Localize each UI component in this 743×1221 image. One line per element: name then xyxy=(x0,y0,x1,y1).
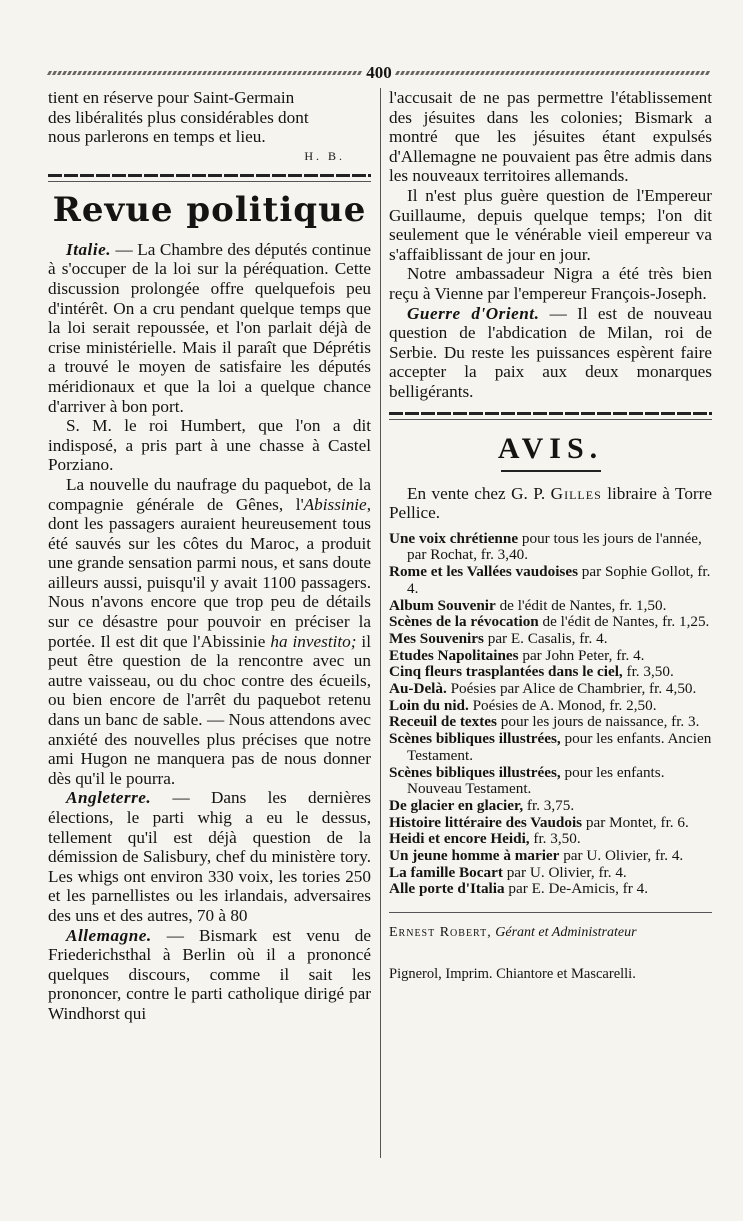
bookseller-name: Gilles xyxy=(550,483,602,503)
paragraph-empereur: Il n'est plus guère question de l'Empereur Guillaume, depuis quelque temps; l'on dit seulement que le vénérable vieil empereur va s'affaiblissant de jour en jour. xyxy=(389,185,712,264)
book-item: Album Souvenir de l'édit de Nantes, fr. 1,50. xyxy=(389,596,667,614)
gerant-name: Ernest Robert, xyxy=(389,925,492,941)
paragraph-italie-2: S. M. le roi Humbert, que l'on a dit indisposé, a pris part à une chasse à Castel Porziano. xyxy=(48,416,371,475)
book-item: Un jeune homme à marier par U. Olivier, fr. 4. xyxy=(389,847,684,865)
paragraph-italie-1: Italie. — La Chambre des députés continue à s'occuper de la loi sur la péréquation. Cette discussion prolongée offre quelquefois peu d'intérêt. On a cru pendant quelque temps que la loi serait repoussée, et l'on parlait déjà de crise ministérielle. Mais il paraît que Déprétis a trouvé le moyen de satisfaire les députés méridionaux et que la loi a quelque chance d'arriver à bon port. xyxy=(48,239,371,416)
book-item: Etudes Napolitaines par John Peter, fr. 4. xyxy=(389,646,645,664)
right-column xyxy=(389,88,712,984)
left-column xyxy=(48,88,371,1024)
book-item: Scènes bibliques illustrées, pour les enfants. Nouveau Testament. xyxy=(389,763,665,798)
country-label: Guerre d'Orient. xyxy=(407,303,540,323)
book-item: Heidi et encore Heidi, fr. 3,50. xyxy=(389,830,581,848)
paragraph-italie-3: La nouvelle du naufrage du paquebot, de la compagnie générale de Gênes, l'Abissinie, dont les passagers auraient heureusement tous été sauvés sur les côtes du Maroc, a produit une grande sensation parmi nous, et sans doute ailleurs aussi, puisqu'il y avait 1100 passagers. Nous n'avons encore que trop peu de détails sur ce désastre pour pouvoir en préciser la portée. Il est dit que l'Abissinie ha investito; il peut être question de la rencontre avec un autre vaisseau, ou du choc contre des écueils, ou bien encore de l'arrêt du paquebot retenu dans un banc de sable. — Nous attendons avec anxiété des nouvelles plus précises que notre ami Hugon ne manquera pas de nous donner dès qu'il le pourra. xyxy=(48,474,371,788)
book-item: Loin du nid. Poésies de A. Monod, fr. 2,50. xyxy=(389,696,657,714)
gerant-line xyxy=(389,923,712,943)
book-item: Scènes de la révocation de l'édit de Nantes, fr. 1,25. xyxy=(389,613,710,631)
book-item: Mes Souvenirs par E. Casalis, fr. 4. xyxy=(389,629,608,647)
book-item: La famille Bocart par U. Olivier, fr. 4. xyxy=(389,863,627,881)
book-item: Cinq fleurs trasplantées dans le ciel, fr. 3,50. xyxy=(389,663,674,681)
book-item: Alle porte d'Italia par E. De-Amicis, fr 4. xyxy=(389,880,648,898)
paragraph-angleterre: Angleterre. — Dans les dernières élections, le parti whig a eu le dessus, tellement qu'il est déjà question de la démission de Salisbury, chef du ministère tory. Les whigs ont environ 330 voix, les tories 250 et les parnellistes ou les irlandais, adversaires des uns et des autres, 70 à 80 xyxy=(48,788,371,925)
country-label: Allemagne. xyxy=(66,925,152,945)
page-header xyxy=(48,62,710,84)
intro-line: nous parlerons en temps et lieu. xyxy=(48,127,266,147)
avis-intro: En vente chez G. P. Gilles libraire à Torre Pellice. xyxy=(389,483,712,523)
avis-title: AVIS. xyxy=(497,431,604,465)
book-item: Histoire littéraire des Vaudois par Montet, fr. 6. xyxy=(389,813,689,831)
paragraph-orient: Guerre d'Orient. — Il est de nouveau question de l'abdication de Milan, roi de Serbie. Du reste les puissances espèrent faire accepter la paix aux deux monarques belligérants. xyxy=(389,303,712,401)
section-rule-thin xyxy=(48,181,371,182)
column-divider xyxy=(380,88,381,1158)
book-item: Receuil de textes pour les jours de naissance, fr. 3. xyxy=(389,713,700,731)
section-rule xyxy=(48,174,371,177)
section-title: Revue politique xyxy=(52,189,367,230)
book-item: Rome et les Vallées vaudoises par Sophie Gollot, fr. 4. xyxy=(389,563,711,597)
avis-underline xyxy=(501,470,601,472)
printer-line: Pignerol, Imprim. Chiantore et Mascarelli. xyxy=(389,965,636,982)
book-item: De glacier en glacier, fr. 3,75. xyxy=(389,796,575,814)
page-number: 400 xyxy=(366,63,392,82)
book-list xyxy=(389,531,712,898)
section-rule xyxy=(389,412,712,415)
paragraph-allemagne-cont: l'accusait de ne pas permettre l'établissement des jésuites dans les colonies; Bismark a montré que les jésuites étant expulsés d'Allemagne ne pouvaient pas être admis dans les nouveaux territoires allemands. xyxy=(389,88,712,186)
paragraph-nigra: Notre ambassadeur Nigra a été très bien reçu à Vienne par l'empereur François-Joseph. xyxy=(389,264,712,303)
italian-quote: ha investito; xyxy=(270,631,357,651)
paragraph-allemagne: Allemagne. — Bismark est venu de Friederichsthal à Berlin où il a prononcé quelques discours, comme il sait les prononcer, contre le parti catholique dirigé par Windhorst qui xyxy=(48,925,371,1023)
book-item: Au-Delà. Poésies par Alice de Chambrier, fr. 4,50. xyxy=(389,680,697,698)
intro-line: tient en réserve pour Saint-Germain xyxy=(48,88,295,107)
country-label: Italie. xyxy=(66,239,112,259)
book-item: Une voix chrétienne pour tous les jours de l'année, par Rochat, fr. 3,40. xyxy=(389,529,702,564)
section-rule-thin xyxy=(389,419,712,420)
intro-line: des libéralités plus considérables dont xyxy=(48,107,309,127)
footer-rule xyxy=(389,912,712,913)
article-signature: H. B. xyxy=(304,148,345,163)
book-item: Scènes bibliques illustrées, pour les enfants. Ancien Testament. xyxy=(389,730,712,764)
header-rule-left xyxy=(47,71,364,75)
header-rule-right xyxy=(395,71,712,75)
gerant-role: Gérant et Administrateur xyxy=(491,925,637,941)
country-label: Angleterre. xyxy=(66,788,152,808)
ship-name: Abissinie xyxy=(303,494,367,514)
